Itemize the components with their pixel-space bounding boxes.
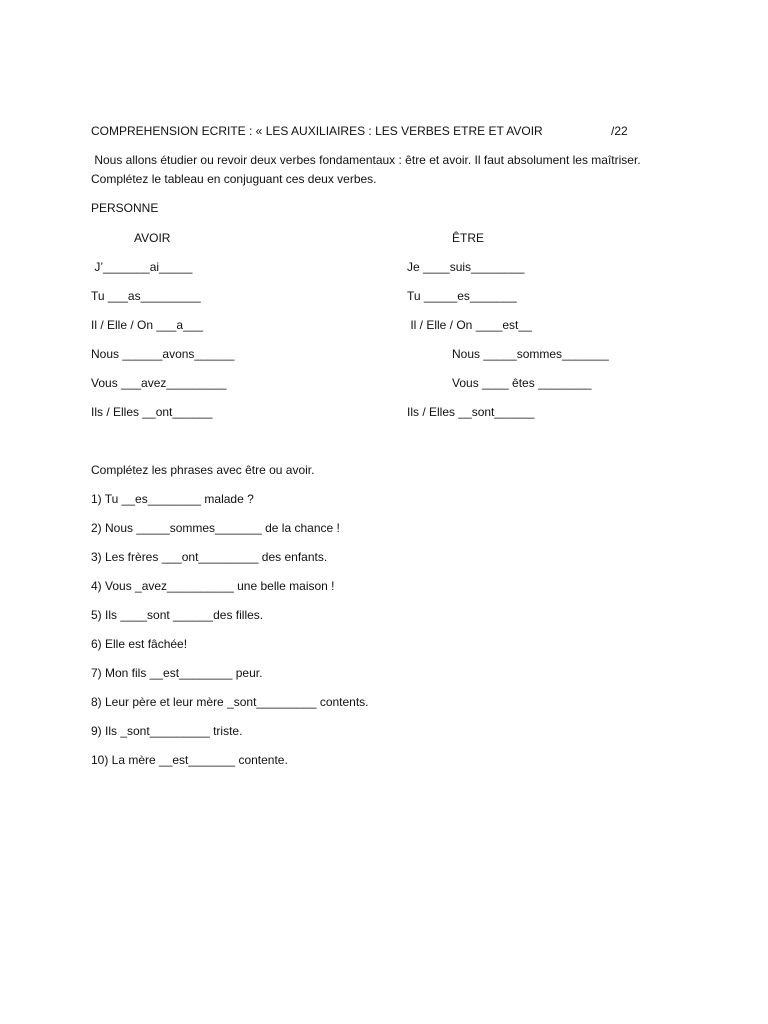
avoir-row: J’_______ai_____ [91, 260, 193, 274]
exercise-instruction: Complétez les phrases avec être ou avoir. [91, 463, 315, 477]
avoir-row: Il / Elle / On ___a___ [91, 318, 204, 332]
intro-line-1: Nous allons étudier ou revoir deux verbes fondamentaux : être et avoir. Il faut absolument les maîtriser. [91, 153, 641, 167]
etre-row: Tu _____es_______ [407, 289, 517, 303]
exercise-item: 10) La mère __est_______ contente. [91, 753, 288, 767]
avoir-heading: AVOIR [134, 231, 171, 245]
etre-row: Il / Elle / On ____est__ [407, 318, 532, 332]
avoir-row: Vous ___avez_________ [91, 376, 227, 390]
exercise-item: 2) Nous _____sommes_______ de la chance ! [91, 521, 340, 535]
exercise-item: 4) Vous _avez__________ une belle maison ! [91, 579, 335, 593]
etre-heading: ÊTRE [452, 231, 485, 245]
worksheet-title: COMPREHENSION ECRITE : « LES AUXILIAIRES : LES VERBES ETRE ET AVOIR [91, 124, 543, 138]
exercise-item: 9) Ils _sont_________ triste. [91, 724, 243, 738]
etre-row: Nous _____sommes_______ [452, 347, 609, 361]
exercise-item: 8) Leur père et leur mère _sont_________ contents. [91, 695, 369, 709]
personne-label: PERSONNE [91, 201, 159, 215]
avoir-row: Ils / Elles __ont______ [91, 405, 213, 419]
exercise-item: 3) Les frères ___ont_________ des enfants. [91, 550, 328, 564]
etre-row: Je ____suis________ [407, 260, 525, 274]
exercise-item: 6) Elle est fâchée! [91, 637, 188, 651]
avoir-row: Nous ______avons______ [91, 347, 235, 361]
avoir-row: Tu ___as_________ [91, 289, 201, 303]
score-total: /22 [611, 124, 628, 138]
exercise-item: 5) Ils ____sont ______des filles. [91, 608, 264, 622]
exercise-item: 7) Mon fils __est________ peur. [91, 666, 263, 680]
etre-row: Ils / Elles __sont______ [407, 405, 535, 419]
intro-line-2: Complétez le tableau en conjuguant ces deux verbes. [91, 172, 377, 186]
etre-row: Vous ____ êtes ________ [452, 376, 592, 390]
exercise-item: 1) Tu __es________ malade ? [91, 492, 254, 506]
